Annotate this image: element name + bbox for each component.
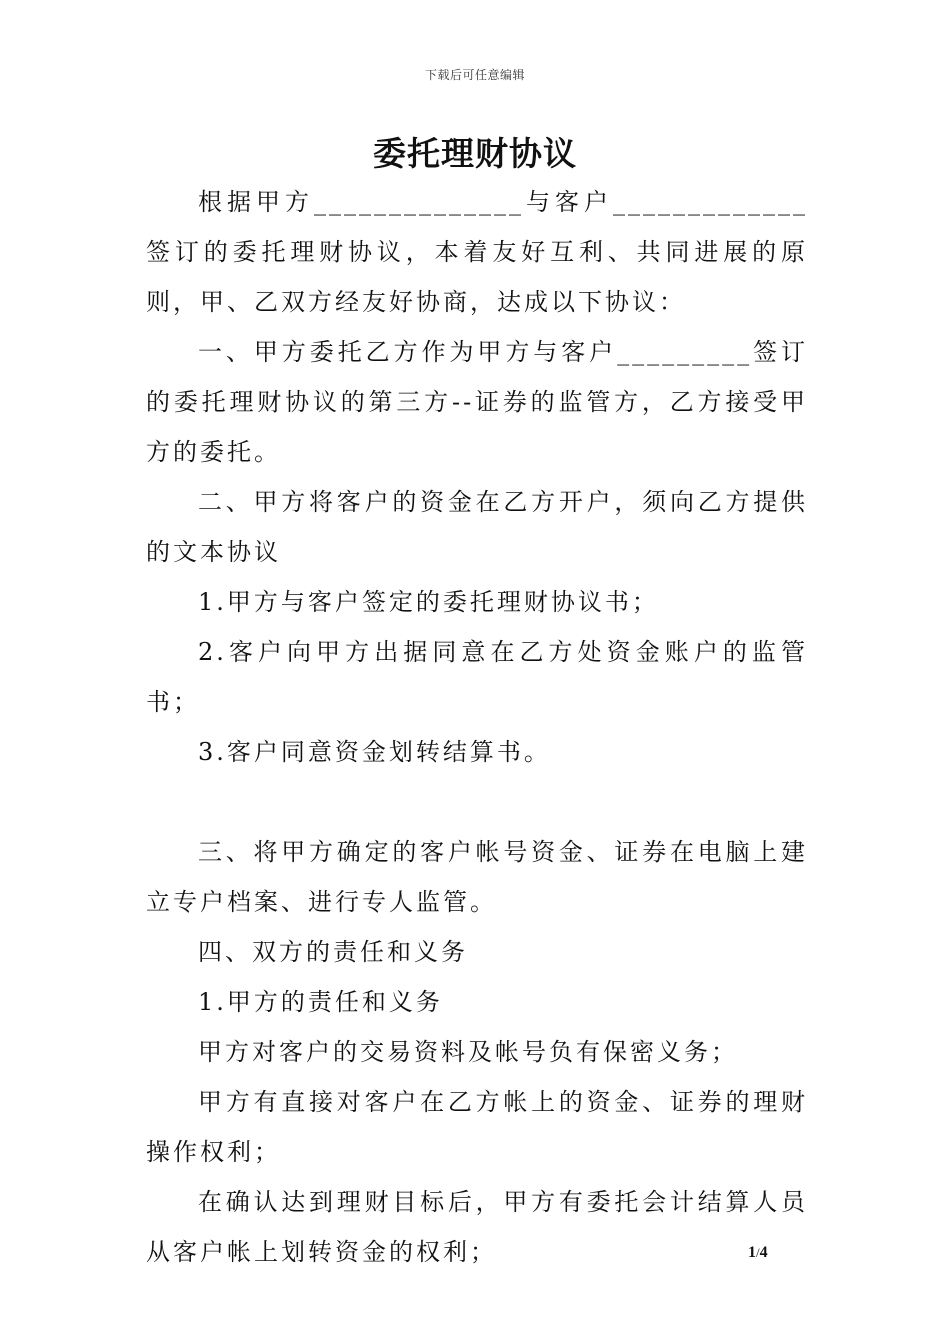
paragraph-duty-operation: 甲方有直接对客户在乙方帐上的资金、证券的理财操作权利； xyxy=(146,1088,808,1166)
paragraph-duty-transfer: 在确认达到理财目标后，甲方有委托会计结算人员从客户帐上划转资金的权利； xyxy=(146,1188,808,1266)
paragraph-intro: 根据甲方______________与客户_____________签订的委托理财协议，本着友好互利、共同进展的原则，甲、乙双方经友好协商，达成以下协议： xyxy=(146,188,808,316)
paragraph-clause-3: 三、将甲方确定的客户帐号资金、证券在电脑上建立专户档案、进行专人监管。 xyxy=(146,838,808,916)
header-note: 下载后可任意编辑 xyxy=(424,68,525,82)
subheading-party-a-duties: 1.甲方的责任和义务 xyxy=(198,988,443,1016)
page-current: 1 xyxy=(748,1244,756,1261)
paragraph-clause-2: 二、甲方将客户的资金在乙方开户，须向乙方提供的文本协议 xyxy=(146,488,808,566)
list-item-3: 3.客户同意资金划转结算书。 xyxy=(198,738,551,766)
paragraph-clause-4: 四、双方的责任和义务 xyxy=(198,938,468,966)
page-separator: / xyxy=(756,1245,760,1260)
paragraph-clause-1: 一、甲方委托乙方作为甲方与客户_________签订的委托理财协议的第三方--证券的监管方，乙方接受甲方的委托。 xyxy=(146,338,808,466)
list-item-1: 1.甲方与客户签定的委托理财协议书； xyxy=(198,588,659,616)
list-item-2: 2.客户向甲方出据同意在乙方处资金账户的监管书； xyxy=(146,638,808,716)
document-body xyxy=(146,177,808,1277)
page-total: 4 xyxy=(759,1244,768,1261)
paragraph-duty-confidentiality: 甲方对客户的交易资料及帐号负有保密义务； xyxy=(198,1038,738,1066)
page-number xyxy=(748,1244,768,1262)
document-title: 委托理财协议 xyxy=(373,134,577,173)
